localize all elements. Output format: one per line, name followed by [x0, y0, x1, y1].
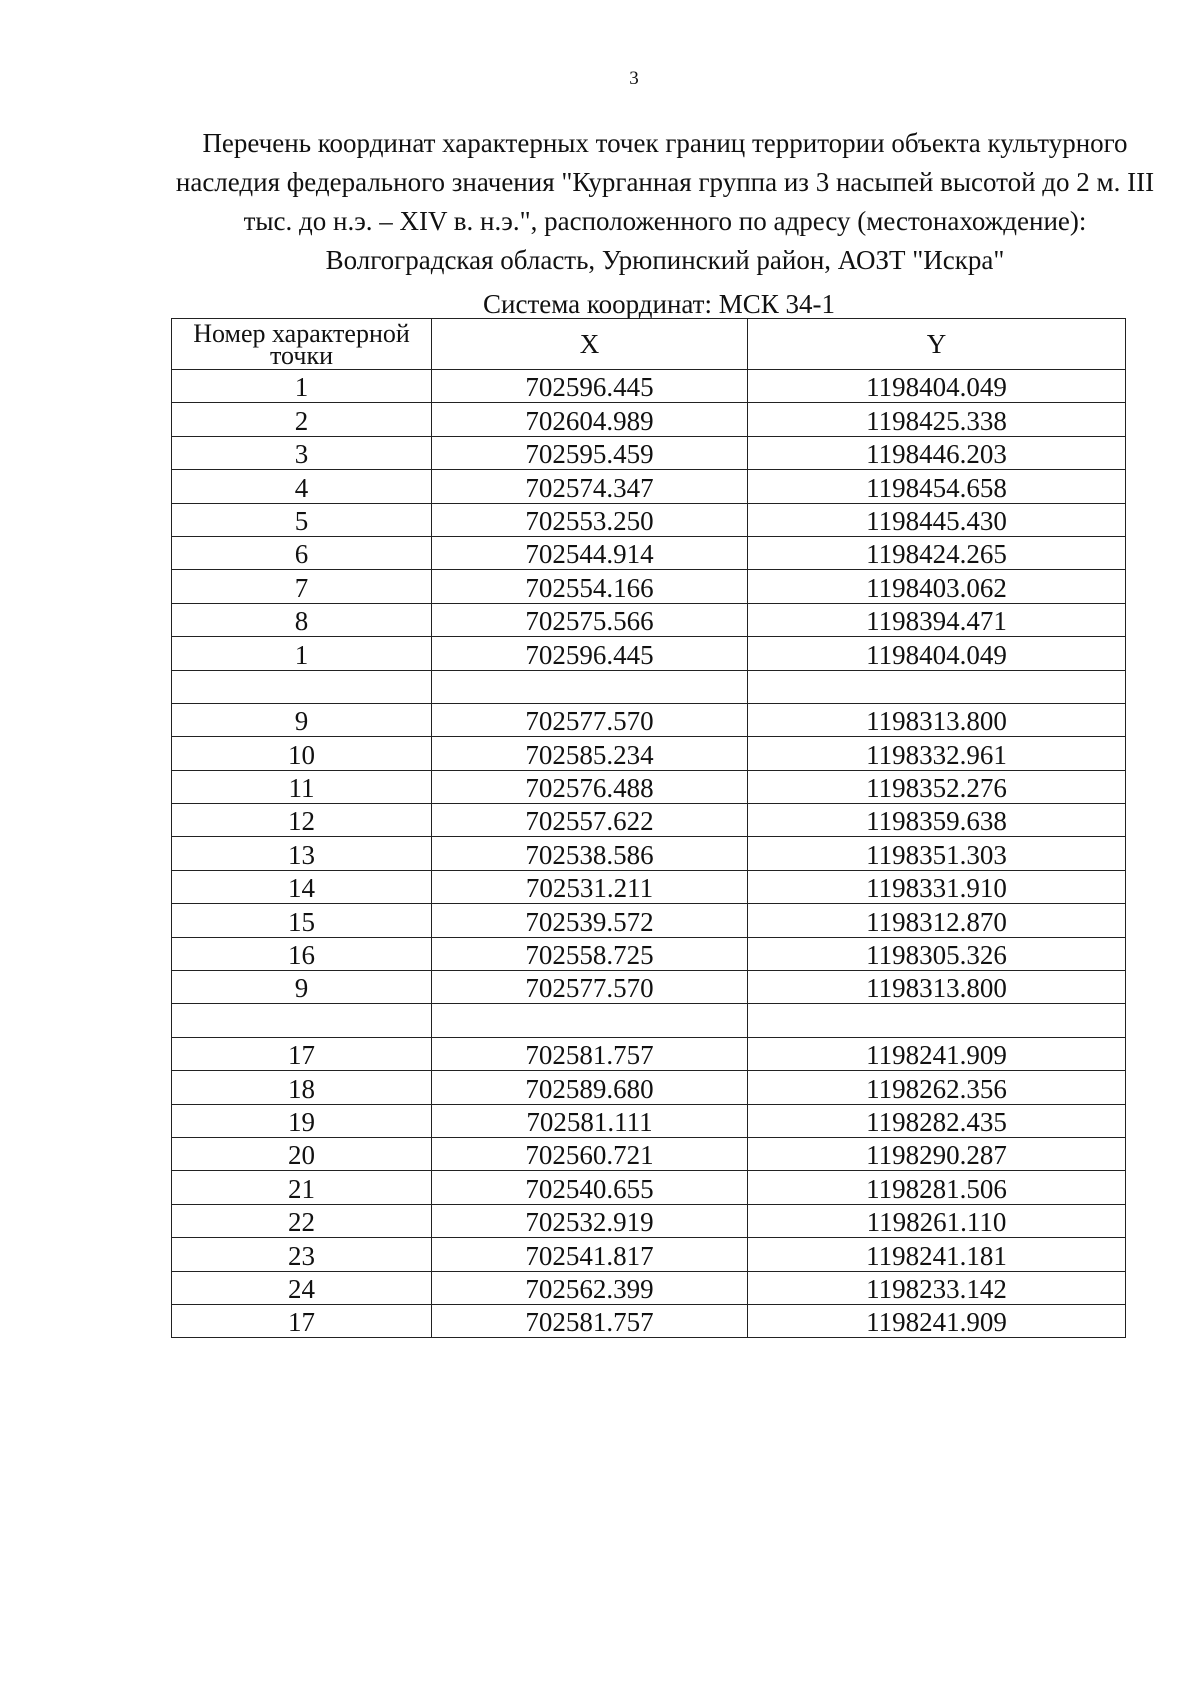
table-row [172, 570, 1126, 603]
y-cell: 1198305.326 [748, 937, 1126, 970]
table-row [172, 1171, 1126, 1204]
point-number-cell [172, 1004, 432, 1037]
x-cell: 702557.622 [432, 804, 748, 837]
point-number-cell: 24 [172, 1271, 432, 1304]
y-cell [748, 1004, 1126, 1037]
table-row [172, 1238, 1126, 1271]
y-cell: 1198332.961 [748, 737, 1126, 770]
table-row [172, 603, 1126, 636]
table-row [172, 937, 1126, 970]
table-row [172, 1304, 1126, 1337]
y-cell: 1198352.276 [748, 770, 1126, 803]
y-cell: 1198241.909 [748, 1304, 1126, 1337]
point-number-cell: 20 [172, 1137, 432, 1170]
x-cell: 702540.655 [432, 1171, 748, 1204]
x-cell: 702604.989 [432, 403, 748, 436]
table-row [172, 470, 1126, 503]
y-cell: 1198282.435 [748, 1104, 1126, 1137]
y-cell: 1198233.142 [748, 1271, 1126, 1304]
x-cell: 702538.586 [432, 837, 748, 870]
x-cell: 702553.250 [432, 503, 748, 536]
table-row [172, 837, 1126, 870]
y-cell: 1198394.471 [748, 603, 1126, 636]
header-point-number: Номер характерной точки [172, 319, 432, 370]
y-cell: 1198359.638 [748, 804, 1126, 837]
coordinates-table [171, 318, 1126, 1338]
x-cell: 702589.680 [432, 1071, 748, 1104]
y-cell: 1198454.658 [748, 470, 1126, 503]
y-cell: 1198312.870 [748, 904, 1126, 937]
point-number-cell: 21 [172, 1171, 432, 1204]
table-body [172, 370, 1126, 1338]
table-row [172, 536, 1126, 569]
table-row [172, 971, 1126, 1004]
x-cell: 702532.919 [432, 1204, 748, 1237]
x-cell: 702554.166 [432, 570, 748, 603]
point-number-cell: 15 [172, 904, 432, 937]
point-number-cell: 9 [172, 703, 432, 736]
table-row [172, 1204, 1126, 1237]
point-number-cell: 9 [172, 971, 432, 1004]
point-number-cell: 12 [172, 804, 432, 837]
y-cell [748, 670, 1126, 703]
y-cell: 1198404.049 [748, 637, 1126, 670]
x-cell: 702596.445 [432, 370, 748, 403]
table-row [172, 1137, 1126, 1170]
table-row [172, 503, 1126, 536]
point-number-cell: 6 [172, 536, 432, 569]
document-title: Перечень координат характерных точек границ территории объекта культурного наследия федерального значения "Курганная группа из 3 насыпей высотой до 2 м. III тыс. до н.э. – XIV в. н.э.", расположенного по адресу (местонахождение): Волгоградская область, Урюпинский район, АОЗТ "Искра" [175, 128, 1155, 275]
x-cell: 702541.817 [432, 1238, 748, 1271]
x-cell: 702562.399 [432, 1271, 748, 1304]
table-row [172, 703, 1126, 736]
y-cell: 1198331.910 [748, 870, 1126, 903]
point-number-cell: 7 [172, 570, 432, 603]
y-cell: 1198313.800 [748, 703, 1126, 736]
table-row [172, 737, 1126, 770]
y-cell: 1198313.800 [748, 971, 1126, 1004]
point-number-cell: 5 [172, 503, 432, 536]
x-cell: 702539.572 [432, 904, 748, 937]
point-number-cell: 18 [172, 1071, 432, 1104]
point-number-cell: 22 [172, 1204, 432, 1237]
x-cell: 702576.488 [432, 770, 748, 803]
y-cell: 1198241.181 [748, 1238, 1126, 1271]
x-cell: 702577.570 [432, 971, 748, 1004]
y-cell: 1198446.203 [748, 436, 1126, 469]
point-number-cell: 8 [172, 603, 432, 636]
y-cell: 1198445.430 [748, 503, 1126, 536]
x-cell: 702577.570 [432, 703, 748, 736]
x-cell: 702558.725 [432, 937, 748, 970]
x-cell: 702585.234 [432, 737, 748, 770]
table-header-row [172, 319, 1126, 370]
table-row [172, 637, 1126, 670]
table-row [172, 1071, 1126, 1104]
x-cell: 702581.757 [432, 1037, 748, 1070]
table-row [172, 1037, 1126, 1070]
table-row [172, 1104, 1126, 1137]
point-number-cell: 4 [172, 470, 432, 503]
table-row [172, 436, 1126, 469]
y-cell: 1198351.303 [748, 837, 1126, 870]
point-number-cell: 1 [172, 637, 432, 670]
y-cell: 1198281.506 [748, 1171, 1126, 1204]
table-row [172, 770, 1126, 803]
y-cell: 1198425.338 [748, 403, 1126, 436]
x-cell: 702531.211 [432, 870, 748, 903]
page-number: 3 [629, 68, 639, 89]
table-row [172, 804, 1126, 837]
table-row [172, 1271, 1126, 1304]
point-number-cell: 23 [172, 1238, 432, 1271]
table-row [172, 870, 1126, 903]
point-number-cell: 2 [172, 403, 432, 436]
point-number-cell: 3 [172, 436, 432, 469]
x-cell [432, 670, 748, 703]
x-cell [432, 1004, 748, 1037]
y-cell: 1198261.110 [748, 1204, 1126, 1237]
point-number-cell: 17 [172, 1304, 432, 1337]
table-row [172, 904, 1126, 937]
x-cell: 702581.111 [432, 1104, 748, 1137]
y-cell: 1198262.356 [748, 1071, 1126, 1104]
point-number-cell: 13 [172, 837, 432, 870]
point-number-cell: 19 [172, 1104, 432, 1137]
x-cell: 702595.459 [432, 436, 748, 469]
point-number-cell [172, 670, 432, 703]
point-number-cell: 1 [172, 370, 432, 403]
y-cell: 1198290.287 [748, 1137, 1126, 1170]
x-cell: 702581.757 [432, 1304, 748, 1337]
coordinate-system-label: Система координат: МСК 34-1 [483, 289, 835, 319]
table-row [172, 403, 1126, 436]
table-row [172, 1004, 1126, 1037]
header-y: Y [748, 319, 1126, 370]
point-number-cell: 10 [172, 737, 432, 770]
y-cell: 1198241.909 [748, 1037, 1126, 1070]
point-number-cell: 14 [172, 870, 432, 903]
point-number-cell: 11 [172, 770, 432, 803]
table-row [172, 670, 1126, 703]
x-cell: 702596.445 [432, 637, 748, 670]
header-x: X [432, 319, 748, 370]
y-cell: 1198403.062 [748, 570, 1126, 603]
x-cell: 702544.914 [432, 536, 748, 569]
x-cell: 702575.566 [432, 603, 748, 636]
y-cell: 1198424.265 [748, 536, 1126, 569]
table-row [172, 370, 1126, 403]
x-cell: 702560.721 [432, 1137, 748, 1170]
y-cell: 1198404.049 [748, 370, 1126, 403]
x-cell: 702574.347 [432, 470, 748, 503]
point-number-cell: 16 [172, 937, 432, 970]
point-number-cell: 17 [172, 1037, 432, 1070]
